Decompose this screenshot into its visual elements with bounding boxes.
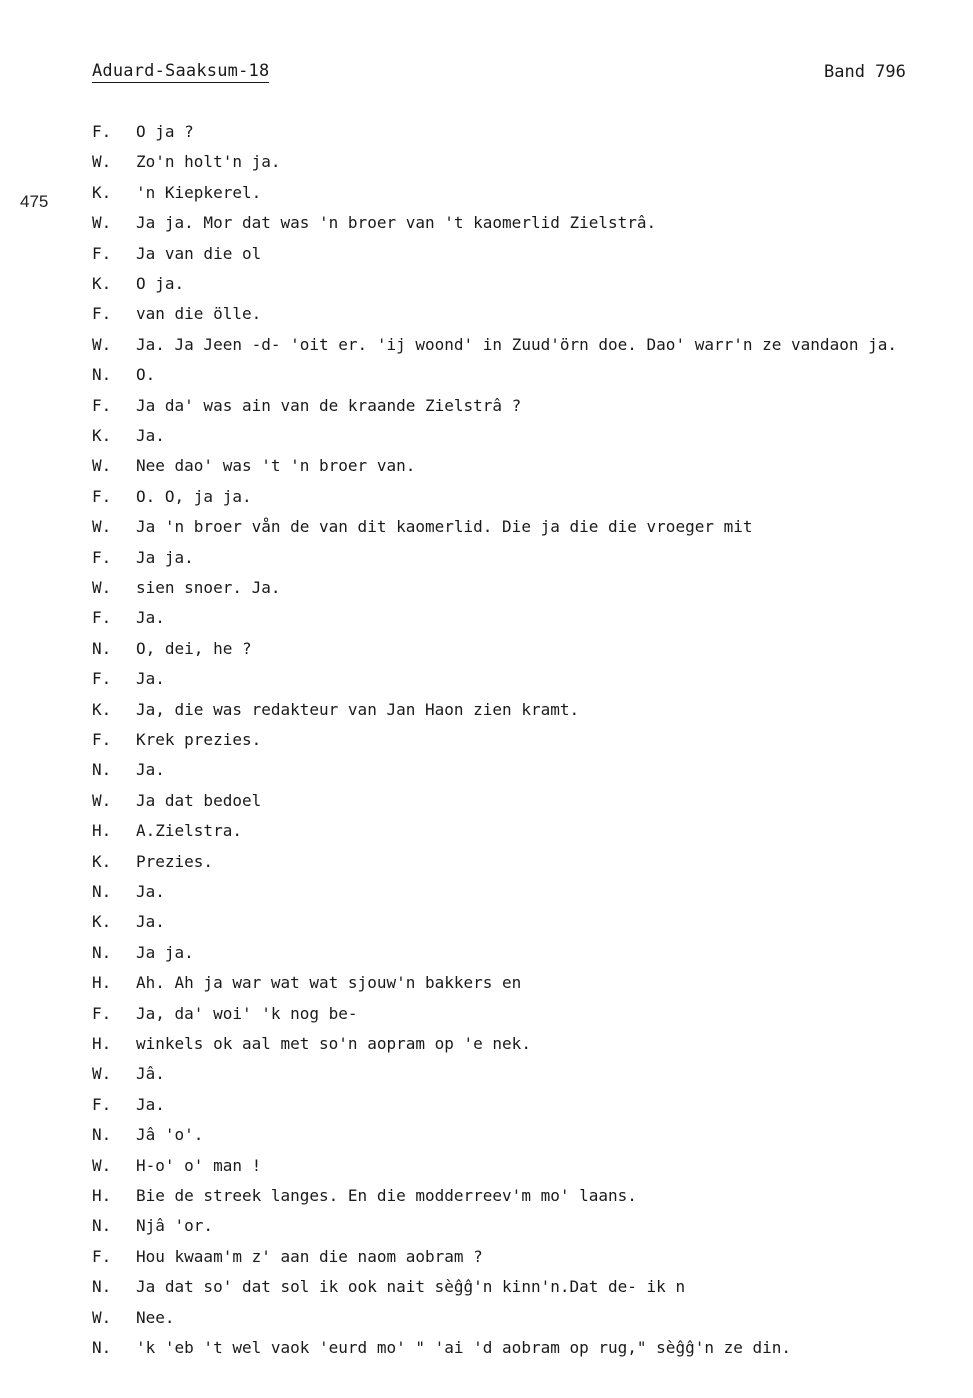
speaker-label: F.: [92, 669, 112, 689]
utterance-text: Ja.: [136, 760, 165, 780]
band-number: Band 796: [824, 62, 906, 82]
speaker-label: N.: [92, 1216, 112, 1236]
dialogue-line: [0, 667, 973, 691]
speaker-label: W.: [92, 790, 112, 810]
utterance-text: O ja ?: [136, 122, 194, 141]
utterance-text: O, dei, he ?: [136, 638, 252, 658]
dialogue-line: [0, 637, 973, 661]
dialogue-line: [0, 181, 973, 205]
speaker-label: W.: [92, 456, 112, 476]
utterance-text: Nee dao' was 't 'n broer van.: [136, 456, 416, 476]
utterance-text: Ja van die ol: [136, 243, 262, 263]
dialogue-line: [0, 850, 973, 874]
utterance-text: Ja 'n broer vån de van dit kaomerlid. Die ja die die vroeger mit: [136, 517, 753, 537]
speaker-label: K.: [92, 426, 112, 445]
speaker-label: W.: [92, 152, 112, 172]
dialogue-line: [0, 1275, 973, 1299]
utterance-text: Ja.: [136, 882, 165, 901]
speaker-label: K.: [92, 912, 112, 932]
speaker-label: W.: [92, 1307, 112, 1327]
speaker-label: N.: [92, 882, 112, 901]
utterance-text: Ja.: [136, 912, 165, 932]
utterance-text: Ja.: [136, 669, 165, 689]
dialogue-line: [0, 758, 973, 782]
speaker-label: F.: [92, 395, 112, 415]
utterance-text: Ja ja.: [136, 547, 194, 567]
dialogue-line: [0, 1184, 973, 1208]
dialogue-line: [0, 1245, 973, 1269]
utterance-text: Hou kwaam'm z' aan die naom aobram ?: [136, 1246, 483, 1266]
dialogue-line: [0, 789, 973, 813]
utterance-text: Ja dat so' dat sol ik ook nait sèĝĝ'n kinn'n.Dat de- ik n: [136, 1277, 686, 1297]
utterance-text: O. O, ja ja.: [136, 486, 252, 506]
speaker-label: F.: [92, 608, 112, 628]
utterance-text: Ja, da' woi' 'k nog be-: [136, 1003, 358, 1023]
dialogue-line: [0, 1123, 973, 1147]
speaker-label: F.: [92, 122, 112, 141]
dialogue-line: [0, 1306, 973, 1330]
dialogue-line: [0, 576, 973, 600]
dialogue-line: [0, 1093, 973, 1117]
dialogue-line: [0, 272, 973, 296]
utterance-text: Njâ 'or.: [136, 1216, 214, 1236]
speaker-label: H.: [92, 973, 112, 993]
dialogue-line: [0, 910, 973, 934]
utterance-text: 'k 'eb 't wel vaok 'eurd mo' " 'ai 'd aobram op rug," sèĝĝ'n ze din.: [136, 1338, 792, 1357]
utterance-text: sien snoer. Ja.: [136, 578, 281, 597]
dialogue-line: [0, 1214, 973, 1238]
dialogue-line: [0, 363, 973, 387]
dialogue-line: [0, 333, 973, 357]
utterance-text: van die ölle.: [136, 304, 262, 324]
dialogue-line: [0, 1062, 973, 1086]
speaker-label: K.: [92, 182, 112, 202]
dialogue-line: [0, 819, 973, 843]
speaker-label: F.: [92, 1094, 112, 1114]
dialogue-line: [0, 546, 973, 570]
dialogue-line: [0, 302, 973, 326]
speaker-label: N.: [92, 1338, 112, 1357]
dialogue-line: [0, 515, 973, 539]
dialogue-line: [0, 454, 973, 478]
utterance-text: H-o' o' man !: [136, 1155, 262, 1175]
utterance-text: O.: [136, 365, 156, 385]
dialogue-line: [0, 880, 973, 904]
speaker-label: K.: [92, 274, 112, 293]
speaker-label: K.: [92, 851, 112, 871]
utterance-text: Ja dat bedoel: [136, 790, 262, 810]
speaker-label: F.: [92, 486, 112, 506]
speaker-label: K.: [92, 699, 112, 719]
speaker-label: H.: [92, 821, 112, 841]
speaker-label: W.: [92, 578, 112, 597]
speaker-label: N.: [92, 1125, 112, 1145]
utterance-text: Ah. Ah ja war wat wat sjouw'n bakkers en: [136, 973, 522, 993]
dialogue-line: [0, 485, 973, 509]
dialogue-line: [0, 394, 973, 418]
speaker-label: F.: [92, 547, 112, 567]
utterance-text: Ja.: [136, 1094, 165, 1114]
dialogue-line: [0, 941, 973, 965]
speaker-label: F.: [92, 1246, 112, 1266]
dialogue-line: [0, 1336, 973, 1360]
dialogue-line: [0, 150, 973, 174]
speaker-label: H.: [92, 1186, 112, 1205]
utterance-text: winkels ok aal met so'n aopram op 'e nek.: [136, 1034, 531, 1053]
utterance-text: O ja.: [136, 274, 185, 293]
speaker-label: W.: [92, 1155, 112, 1175]
utterance-text: Krek prezies.: [136, 730, 262, 749]
utterance-text: Nee.: [136, 1307, 175, 1327]
dialogue-line: [0, 120, 973, 144]
speaker-label: F.: [92, 304, 112, 324]
dialogue-line: [0, 971, 973, 995]
speaker-label: H.: [92, 1034, 112, 1053]
utterance-text: A.Zielstra.: [136, 821, 242, 841]
dialogue-line: [0, 211, 973, 235]
speaker-label: N.: [92, 365, 112, 385]
margin-page-number: 475: [20, 192, 49, 211]
utterance-text: Ja.: [136, 426, 165, 445]
speaker-label: W.: [92, 517, 112, 537]
dialogue-line: [0, 1002, 973, 1026]
utterance-text: Ja, die was redakteur van Jan Haon zien kramt.: [136, 699, 580, 719]
utterance-text: 'n Kiepkerel.: [136, 182, 262, 202]
dialogue-line: [0, 1154, 973, 1178]
utterance-text: Zo'n holt'n ja.: [136, 152, 281, 172]
utterance-text: Prezies.: [136, 851, 214, 871]
speaker-label: N.: [92, 638, 112, 658]
dialogue-line: [0, 242, 973, 266]
utterance-text: Ja ja. Mor dat was 'n broer van 't kaomerlid Zielstrâ.: [136, 213, 657, 233]
speaker-label: W.: [92, 213, 112, 233]
speaker-label: N.: [92, 1277, 112, 1297]
utterance-text: Jâ.: [136, 1064, 165, 1084]
utterance-text: Ja.: [136, 608, 165, 628]
utterance-text: Jâ 'o'.: [136, 1125, 204, 1145]
document-title: Aduard-Saaksum-18: [92, 61, 270, 81]
utterance-text: Bie de streek langes. En die modderreev'm mo' laans.: [136, 1186, 637, 1205]
dialogue-line: [0, 728, 973, 752]
dialogue-line: [0, 1032, 973, 1056]
speaker-label: F.: [92, 1003, 112, 1023]
utterance-text: Ja. Ja Jeen -d- 'oit er. 'ij woond' in Zuud'örn doe. Dao' warr'n ze vandaon ja.: [136, 334, 897, 354]
speaker-label: F.: [92, 730, 112, 749]
dialogue-line: [0, 698, 973, 722]
speaker-label: N.: [92, 942, 112, 962]
speaker-label: F.: [92, 243, 112, 263]
speaker-label: N.: [92, 760, 112, 780]
utterance-text: Ja da' was ain van de kraande Zielstrâ ?: [136, 395, 522, 415]
dialogue-line: [0, 424, 973, 448]
speaker-label: W.: [92, 334, 112, 354]
dialogue-line: [0, 606, 973, 630]
utterance-text: Ja ja.: [136, 942, 194, 962]
speaker-label: W.: [92, 1064, 112, 1084]
